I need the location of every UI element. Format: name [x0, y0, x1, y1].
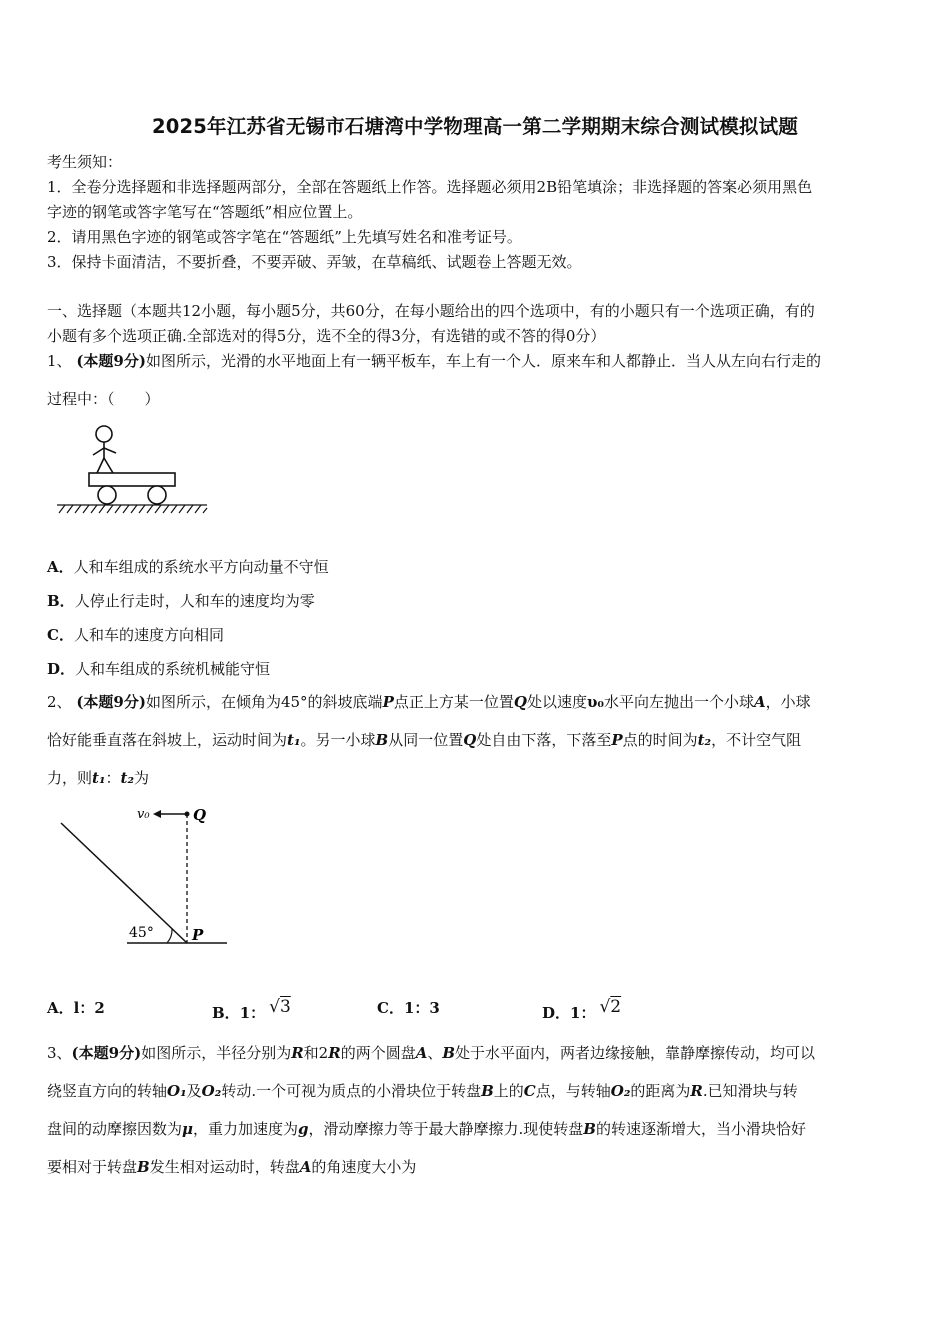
q2-option-d[interactable]: D．1： √2 — [542, 997, 622, 1022]
q2-score: (本题9分) — [76, 693, 146, 711]
q2-stem-line-2: 恰好能垂直落在斜坡上，运动时间为t₁。另一小球B从同一位置Q处自由下落，下落至P点的时间为t₂，不计空气阻 — [47, 731, 802, 749]
angle-arc — [167, 929, 172, 943]
q2-option-a[interactable]: A．l：2 — [47, 999, 105, 1017]
notice-item-1-cont: 字迹的钢笔或答字笔写在“答题纸”相应位置上。 — [47, 203, 363, 221]
q2-number: 2、 — [47, 693, 72, 711]
angle-label: 45° — [129, 925, 154, 941]
q3-number: 3、 — [47, 1044, 72, 1062]
arrow-head — [153, 810, 161, 818]
q3-score: (本题9分) — [71, 1044, 142, 1062]
q1-score: (本题9分) — [76, 352, 146, 370]
section-header-line-2: 小题有多个选项正确.全部选对的得5分，选不全的得3分，有选错的或不答的得0分） — [47, 327, 606, 345]
q1-option-a[interactable]: A．人和车组成的系统水平方向动量不守恒 — [47, 558, 329, 576]
page-title: 2025年江苏省无锡市石塘湾中学物理高一第二学期期末综合测试模拟试题 — [151, 115, 799, 138]
sqrt-3-radical: √3 — [269, 997, 291, 1017]
q3-stem-line-3: 盘间的动摩擦因数为μ，重力加速度为g，滑动摩擦力等于最大静摩擦力.现使转盘B的转速逐渐增大，当小滑块恰好 — [47, 1120, 806, 1138]
q3-stem-line-1: 3、(本题9分)如图所示，半径分别为R和2R的两个圆盘A、B处于水平面内，两者边缘接触，靠静摩擦传动，均可以 — [47, 1044, 816, 1062]
q3-stem-line-4: 要相对于转盘B发生相对运动时，转盘A的角速度大小为 — [47, 1158, 417, 1176]
section-header-line-1: 一、选择题（本题共12小题，每小题5分，共60分，在每小题给出的四个选项中，有的小题只有一个选项正确，有的 — [47, 302, 815, 320]
q1-cart-figure — [55, 420, 215, 520]
slope-line — [61, 823, 187, 943]
q1-stem-text: 如图所示，光滑的水平地面上有一辆平板车，车上有一个人．原来车和人都静止．当人从左向右行走的 — [145, 352, 821, 370]
q-label: Q — [193, 806, 207, 824]
p-label: P — [192, 926, 204, 944]
q1-stem-line-1 — [47, 351, 821, 371]
notice-heading: 考生须知： — [47, 153, 123, 171]
q-point — [185, 812, 190, 817]
q1-option-d[interactable]: D．人和车组成的系统机械能守恒 — [47, 660, 271, 678]
notice-item-1: 1．全卷分选择题和非选择题两部分，全部在答题纸上作答。选择题必须用2B铅笔填涂；非选择题的答案必须用黑色 — [47, 178, 813, 196]
notice-item-3: 3．保持卡面清洁，不要折叠，不要弄破、弄皱，在草稿纸、试题卷上答题无效。 — [47, 253, 582, 271]
q2-slope-figure — [55, 800, 235, 950]
person-figure — [93, 426, 116, 473]
cart-wheel-left — [98, 486, 116, 504]
cart-wheel-right — [148, 486, 166, 504]
q2-stem-line-3: 力，则t₁：t₂为 — [47, 769, 150, 787]
q2-option-b[interactable]: B．1： √3 — [212, 997, 291, 1022]
q1-stem-line-2: 过程中：（ ） — [47, 390, 160, 408]
sqrt-2-radical: √2 — [599, 997, 622, 1017]
notice-item-2: 2．请用黑色字迹的钢笔或答字笔在“答题纸”上先填写姓名和准考证号。 — [47, 228, 522, 246]
q2-option-c[interactable]: C．1：3 — [377, 999, 440, 1017]
ground-hatching — [57, 505, 207, 513]
q1-option-b[interactable]: B．人停止行走时，人和车的速度均为零 — [47, 592, 315, 610]
v0-label: v₀ — [137, 807, 150, 822]
cart-platform — [89, 473, 175, 486]
q2-stem-line-1: 2、 (本题9分)如图所示，在倾角为45°的斜坡底端P点正上方某一位置Q处以速度υ₀水平向左抛出一个小球A，小球 — [47, 693, 811, 711]
q1-option-c[interactable]: C．人和车的速度方向相同 — [47, 626, 224, 644]
q1-number: 1、 — [47, 352, 72, 370]
q3-stem-line-2: 绕竖直方向的转轴O₁及O₂转动.一个可视为质点的小滑块位于转盘B上的C点，与转轴O₂的距离为R.已知滑块与转 — [47, 1082, 798, 1100]
